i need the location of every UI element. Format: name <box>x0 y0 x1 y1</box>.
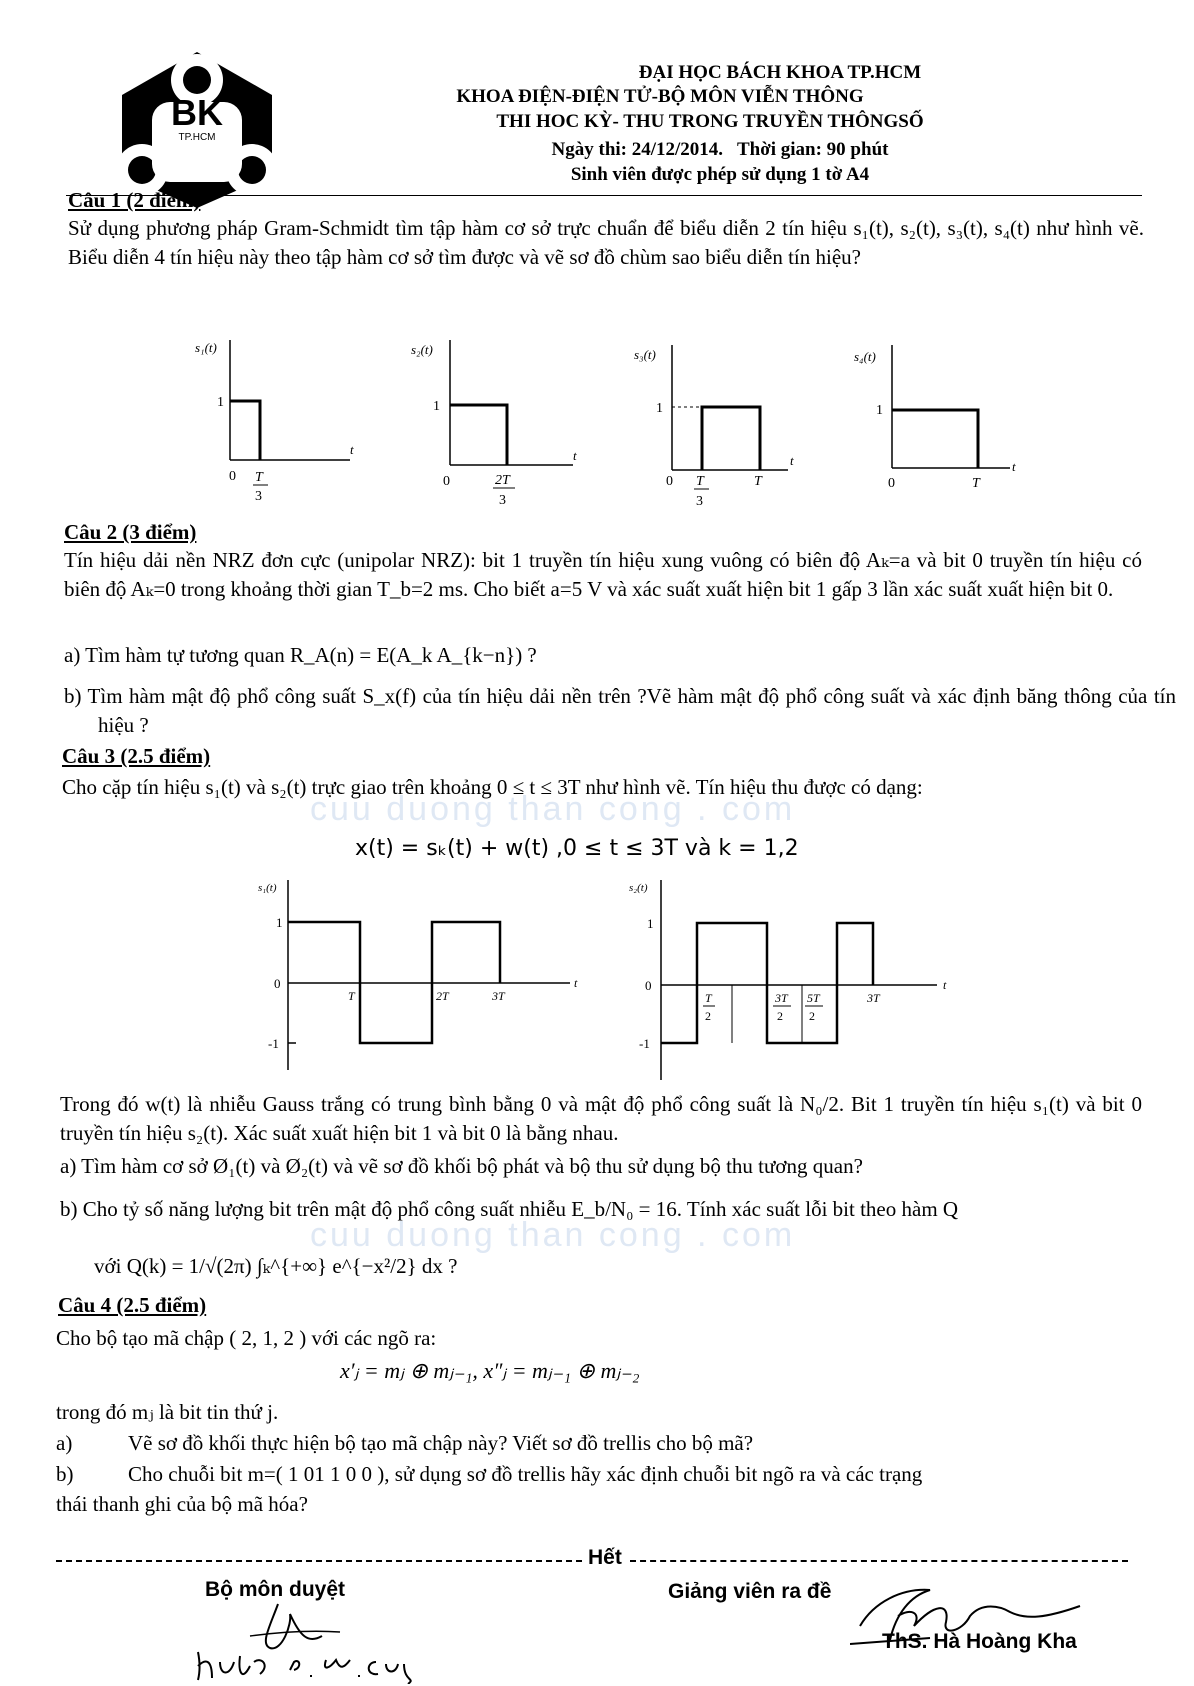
q1-plot-s3 <box>630 335 810 515</box>
q3-s1-m1: -1 <box>268 1036 279 1051</box>
q1-s3-ylabel: s₃(t) <box>634 347 656 362</box>
q3-s1-axis: t <box>574 976 578 990</box>
q1-plot-s4 <box>850 335 1030 515</box>
q1-plot-s2 <box>405 330 585 510</box>
q2-part-b: b) Tìm hàm mật độ phổ công suất S_x(f) của tín hiệu dải nền trên ?Vẽ hàm mật độ phổ công suất và xác định băng thông của tín hiệu ? <box>64 684 1176 737</box>
header-exam: THI HOC KỲ- THU TRONG TRUYỀN THÔNGSỐ <box>496 111 924 132</box>
q3-part-a: a) Tìm hàm cơ sở Ø₁(t) và Ø₂(t) và vẽ sơ đồ khối bộ phát và bộ thu sử dụng bộ thu tương quan? <box>60 1154 863 1178</box>
q1-s3-level: 1 <box>656 401 663 416</box>
q3-s2-m1: -1 <box>639 1036 650 1051</box>
q3-s1-p1: 1 <box>276 915 283 930</box>
q2-part-a: a) Tìm hàm tự tương quan R_A(n) = E(A_k A_{k−n}) ? <box>64 643 537 667</box>
q1-s2-ylabel: s₂(t) <box>411 342 433 357</box>
q3-s2-ylabel: s₂(t) <box>629 882 648 894</box>
q1-s1-zero: 0 <box>229 469 236 484</box>
header-note: Sinh viên được phép sử dụng 1 tờ A4 <box>570 164 870 185</box>
q3-s1-t1: T <box>348 989 355 1003</box>
q1-s4-level: 1 <box>876 403 883 418</box>
approver-signature <box>190 1596 420 1684</box>
q1-s3-tnum: T <box>696 474 704 489</box>
q3-plot-s2 <box>625 875 965 1085</box>
q3-s2-t3: 3T <box>867 991 880 1005</box>
logo-subtext: TP.HCM <box>178 132 216 143</box>
q1-s4-axis: t <box>1012 459 1016 474</box>
q3-text2: Trong đó w(t) là nhiễu Gauss trắng có trung bình bằng 0 và mật độ phổ công suất là N₀/2. Bit 1 truyền tín hiệu s₁(t) và bit 0 truyền tín hiệu s₂(t). Xác suất xuất hiện bit 1 và bit 0 là bằng nhau. <box>60 1092 1142 1145</box>
q4-part-b-label: b) <box>56 1462 74 1486</box>
logo-text: BK <box>171 92 223 133</box>
q3-part-b: b) Cho tỷ số năng lượng bit trên mật độ phổ công suất nhiễu E_b/N₀ = 16. Tính xác suất lỗi bit theo hàm Q <box>60 1197 959 1221</box>
q4-text: Cho bộ tạo mã chập ( 2, 1, 2 ) với các ngõ ra: <box>56 1326 437 1350</box>
q1-s4-ylabel: s₄(t) <box>854 349 876 364</box>
q1-s1-level: 1 <box>217 395 224 410</box>
q1-s3-axis: t <box>790 453 794 468</box>
q1-s3-zero: 0 <box>666 474 673 489</box>
footer-rule-left <box>56 1560 582 1562</box>
q3-plot-s1 <box>250 875 590 1075</box>
q3-s1-t3: 3T <box>492 989 505 1003</box>
q1-s1-ylabel: s₁(t) <box>195 340 217 355</box>
q1-s1-tden: 3 <box>255 489 262 504</box>
q3-s2-f2d: 2 <box>777 1009 783 1023</box>
q3-s1-t2: 2T <box>436 989 449 1003</box>
q2-title: Câu 2 (3 điểm) <box>64 520 197 544</box>
q3-s2-axis: t <box>943 978 947 992</box>
header-university: ĐẠI HỌC BÁCH KHOA TP.HCM <box>638 62 922 83</box>
q1-s2-tden: 3 <box>499 493 506 508</box>
q3-part-b-formula: với Q(k) = 1/√(2π) ∫ₖ^{+∞} e^{−x²/2} dx ? <box>94 1254 458 1278</box>
q4-part-a-label: a) <box>56 1431 73 1455</box>
q4-text2: trong đó mⱼ là bit tin thứ j. <box>56 1400 279 1424</box>
q3-text: Cho cặp tín hiệu s₁(t) và s₂(t) trực giao trên khoảng 0 ≤ t ≤ 3T như hình vẽ. Tín hiệu thu được có dạng: <box>62 775 923 799</box>
q1-plot-s1 <box>185 330 355 510</box>
q1-s2-axis: t <box>573 448 577 463</box>
header-faculty: KHOA ĐIỆN-ĐIỆN TỬ-BỘ MÔN VIỄN THÔNG <box>456 86 864 107</box>
q3-title: Câu 3 (2.5 điểm) <box>62 744 211 768</box>
q4-part-a: Vẽ sơ đồ khối thực hiện bộ tạo mã chập này? Viết sơ đồ trellis cho bộ mã? <box>128 1431 754 1455</box>
q1-s4-tend: T <box>972 476 980 491</box>
approver-label: Bộ môn duyệt <box>205 1578 345 1601</box>
q3-s2-f2n: 3T <box>775 991 788 1005</box>
q4-part-b: Cho chuỗi bit m=( 1 01 1 0 0 ), sử dụng sơ đồ trellis hãy xác định chuỗi bit ngõ ra và các trạng <box>128 1462 923 1486</box>
q3-s2-f3d: 2 <box>809 1009 815 1023</box>
q1-s4-zero: 0 <box>888 476 895 491</box>
q2-text: Tín hiệu dải nền NRZ đơn cực (unipolar NRZ): bit 1 truyền tín hiệu xung vuông có biên độ Aₖ=a và bit 0 truyền tín hiệu có biên độ Aₖ=0 trong khoảng thời gian T_b=2 ms. Cho biết a=5 V và xác suất xuất hiện bit 1 gấp 3 lần xác suất xuất hiện bit 0. <box>64 548 1142 601</box>
q1-s1-axis: t <box>350 442 354 457</box>
q1-s2-level: 1 <box>433 399 440 414</box>
q3-formula: x(t) = sₖ(t) + w(t) ,0 ≤ t ≤ 3T và k = 1,2 <box>355 836 799 861</box>
q1-title: Câu 1 (2 điểm) <box>68 188 201 212</box>
q3-s2-p1: 1 <box>647 916 654 931</box>
q4-title: Câu 4 (2.5 điểm) <box>58 1293 207 1317</box>
watermark-2: cuu duong than cong . com <box>310 1216 796 1254</box>
q4-formula: x′ⱼ = mⱼ ⊕ mⱼ₋₁, x″ⱼ = mⱼ₋₁ ⊕ mⱼ₋₂ <box>340 1358 640 1383</box>
q1-s3-tend: T <box>754 474 762 489</box>
q3-s1-ylabel: s₁(t) <box>258 882 277 894</box>
header-rule <box>66 195 1142 196</box>
watermark-1: cuu duong than cong . com <box>310 790 796 828</box>
q1-s2-tnum: 2T <box>495 473 510 488</box>
lecturer-label: Giảng viên ra đề <box>668 1580 832 1603</box>
q3-s2-f1d: 2 <box>705 1009 711 1023</box>
q3-s2-zero: 0 <box>645 978 652 993</box>
q1-s2-zero: 0 <box>443 474 450 489</box>
q4-part-b-cont: thái thanh ghi của bộ mã hóa? <box>56 1492 308 1516</box>
footer-end: Hết <box>588 1546 622 1569</box>
lecturer-name: ThS. Hà Hoàng Kha <box>882 1630 1077 1653</box>
header-date: Ngày thi: 24/12/2014. Thời gian: 90 phút <box>551 139 889 160</box>
q1-s1-tnum: T <box>255 470 263 485</box>
q1-text: Sử dụng phương pháp Gram-Schmidt tìm tập hàm cơ sở trực chuẩn để biểu diễn 2 tín hiệu s₁(t), s₂(t), s₃(t), s₄(t) như hình vẽ. Biểu diễn 4 tín hiệu này theo tập hàm cơ sở tìm được và vẽ sơ đồ chùm sao biểu diễn tín hiệu? <box>68 216 1144 269</box>
footer-rule-right <box>630 1560 1128 1562</box>
lecturer-signature <box>850 1582 1090 1652</box>
q3-s2-f1n: T <box>705 991 712 1005</box>
q3-s2-f3n: 5T <box>807 991 820 1005</box>
q3-s1-zero: 0 <box>274 976 281 991</box>
q1-s3-tden: 3 <box>696 494 703 509</box>
